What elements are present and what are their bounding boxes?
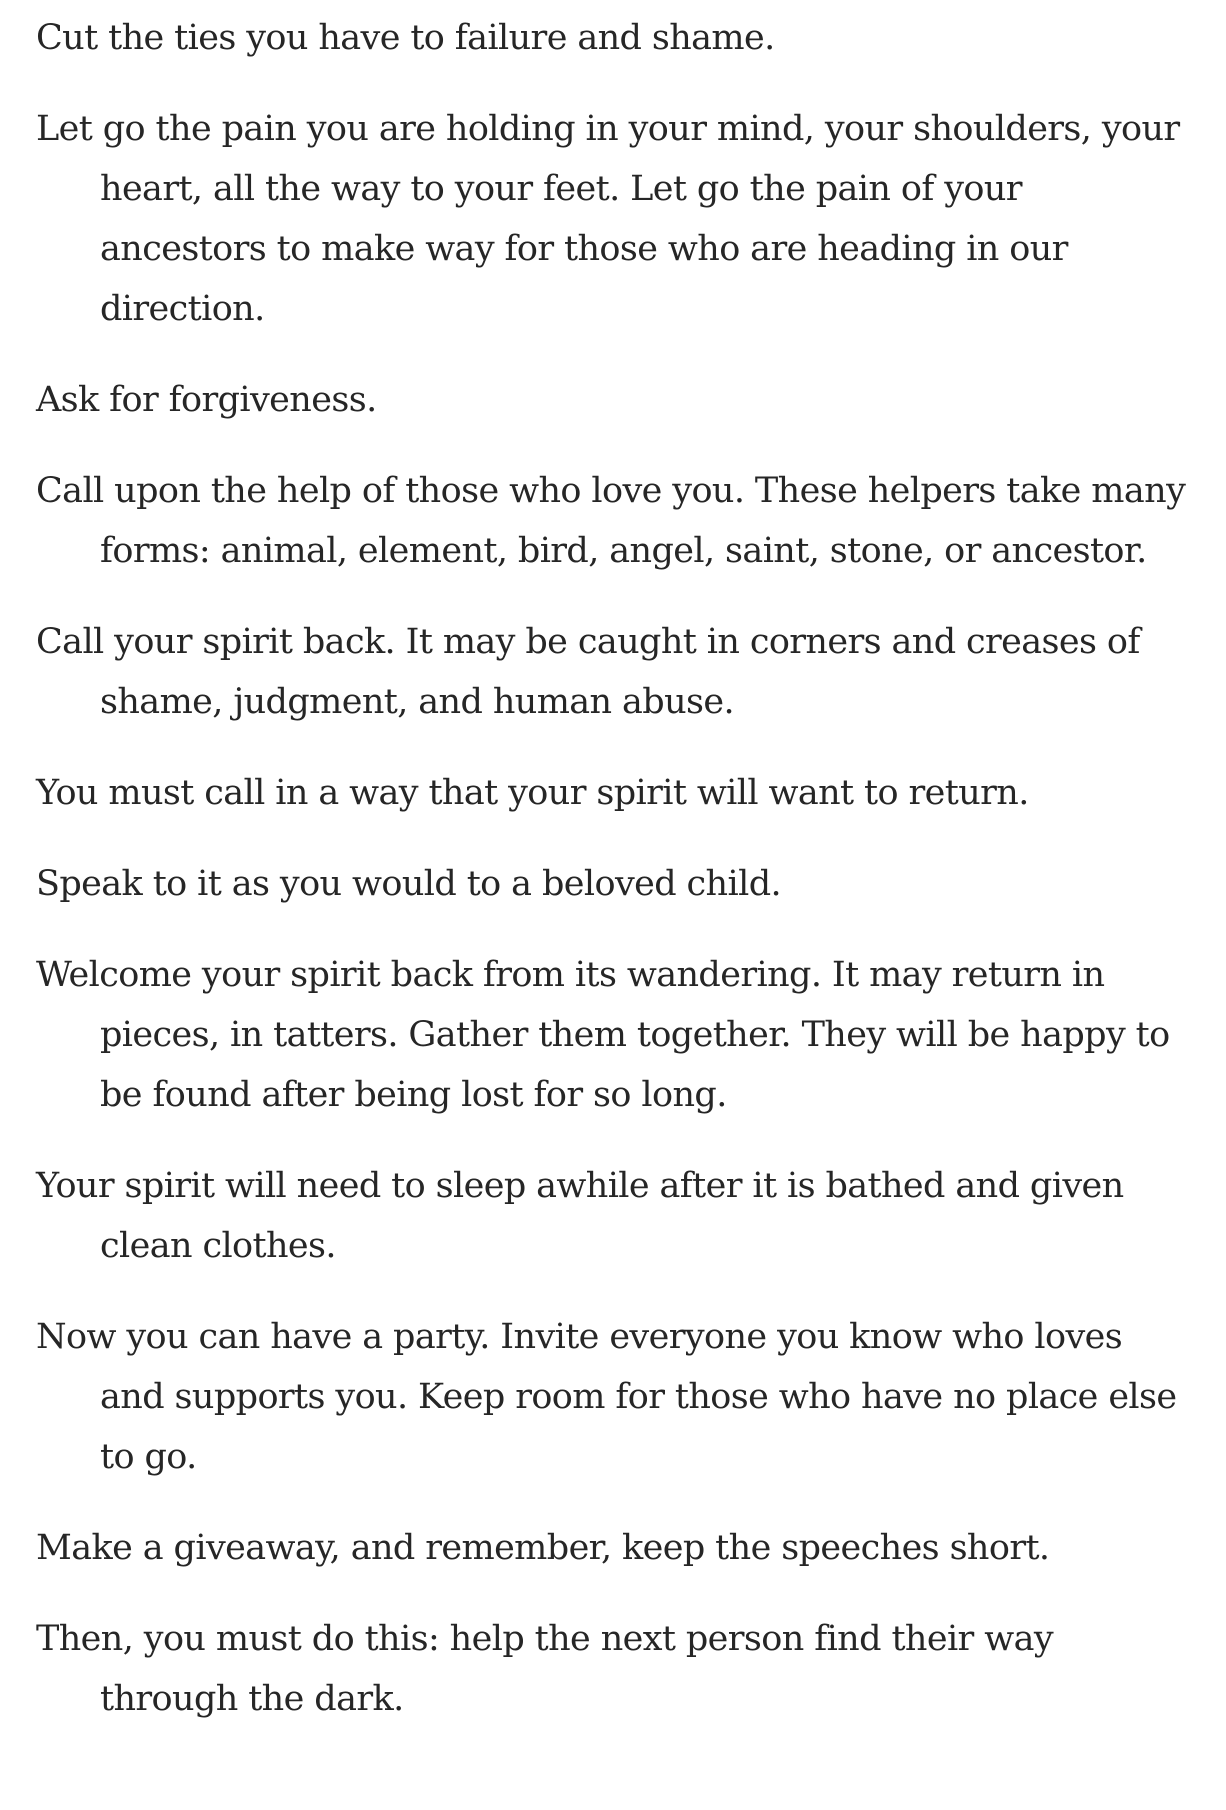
- stanza-10: Now you can have a party. Invite everyone you know who loves and supports you. Keep room for those who have no place else to go.: [36, 1317, 1177, 1477]
- stanza-1: Cut the ties you have to failure and shame.: [36, 18, 775, 58]
- stanza-12: Then, you must do this: help the next person find their way through the dark.: [36, 1619, 1054, 1719]
- stanza-4: Call upon the help of those who love you. These helpers take many forms: animal, element, bird, angel, saint, stone, or ancestor.: [36, 471, 1186, 571]
- stanza-7: Speak to it as you would to a beloved child.: [36, 864, 782, 904]
- stanza-8: Welcome your spirit back from its wandering. It may return in pieces, in tatters. Gather them together. They will be happy to be found after being lost for so long.: [36, 955, 1170, 1115]
- stanza-5: Call your spirit back. It may be caught in corners and creases of shame, judgment, and human abuse.: [36, 622, 1140, 722]
- stanza-9: Your spirit will need to sleep awhile after it is bathed and given clean clothes.: [36, 1166, 1124, 1266]
- stanza-6: You must call in a way that your spirit will want to return.: [36, 773, 1029, 813]
- stanza-3: Ask for forgiveness.: [36, 380, 377, 420]
- stanza-11: Make a giveaway, and remember, keep the speeches short.: [36, 1528, 1050, 1568]
- stanza-2: Let go the pain you are holding in your mind, your shoulders, your heart, all the way to your feet. Let go the pain of your ancestors to make way for those who are heading in our direction.: [36, 109, 1180, 329]
